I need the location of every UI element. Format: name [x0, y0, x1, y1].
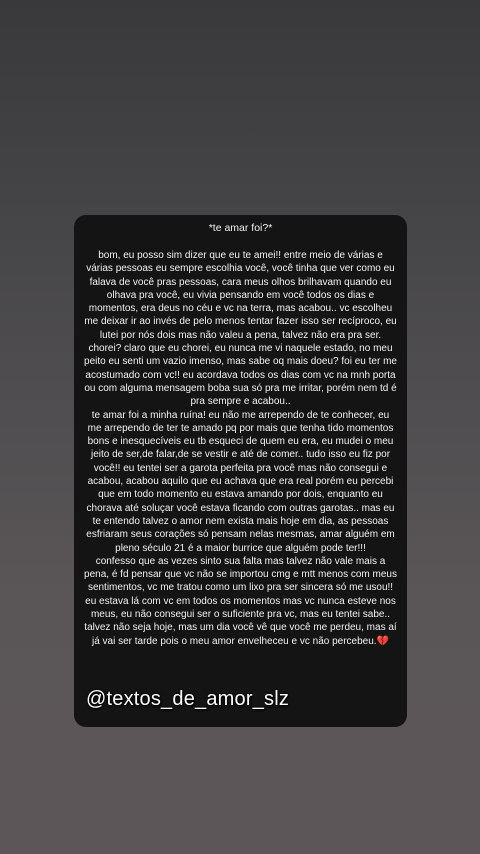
paragraph-2: chorei? claro que eu chorei, eu nunca me vi naquele estado, no meu peito eu senti um vazio imenso, mas sabe oq mais doeu? foi eu ter me acostumado com vc!! eu acordava todos os dias com vc na mnh porta ou com alguma mensagem boba sua só pra me irritar, porém nem td é pra sempre e acabou..	[84, 343, 397, 408]
watermark-handle: @textos_de_amor_slz	[86, 688, 290, 710]
paragraph-3: te amar foi a minha ruína! eu não me arrependo de te conhecer, eu me arrependo de ter te amado pq por mais que tenha tido momentos bons e inesquecíveis eu tb esqueci de quem eu era, eu mudei o meu jeito de ser,de falar,de se vestir e até de comer.. tudo isso eu fiz por você!! eu tentei ser a garota perfeita pra você mas não consegui e acabou, acabou aquilo que eu achava que era real porém eu percebi que em todo momento eu estava amando por dois, enquanto eu chorava até soluçar você estava ficando com outras garotas.. mas eu te entendo talvez o amor nem exista mais hoje em dia, as pessoas esfriaram seus corações só pensam nelas mesmas, amar alguém em pleno século 21 é a maior burrice que alguém pode ter!!!	[86, 409, 395, 554]
card-title: *te amar foi?*	[208, 222, 273, 234]
paragraph-1: bom, eu posso sim dizer que eu te amei!! entre meio de várias e várias pessoas eu sempre escolhia você, você tinha que ver como eu falava de você pras pessoas, cara meus olhos brilhavam quando eu olhava pra você, eu vivia pensando em você todos os dias e momentos, era deus no céu e vc na terra, mas acabou.. vc escolheu me deixar ir ao invés de pelo menos tentar fazer isso ser recíproco, eu lutei por nós dois mas não valeu a pena, talvez não era pra ser.	[84, 250, 397, 341]
paragraph-4-text: confesso que as vezes sinto sua falta mas talvez não vale mais a pena, é fd pensar que vc não se importou cmg e mtt menos com meus sentimentos, vc me tratou como um lixo pra ser sincera só me usou!! eu estava lá com vc em todos os momentos mas vc nunca esteve nos meus, eu não consegui ser o suficiente pra vc, mas eu tentei sabe.. talvez não seja hoje, mas um dia você vê que você me perdeu, mas aí já vai ser tarde pois o meu amor envelheceu e vc não percebeu.	[84, 555, 397, 647]
paragraph-4	[84, 555, 397, 648]
broken-heart-icon: 💔	[376, 635, 390, 647]
text-card	[74, 215, 407, 727]
